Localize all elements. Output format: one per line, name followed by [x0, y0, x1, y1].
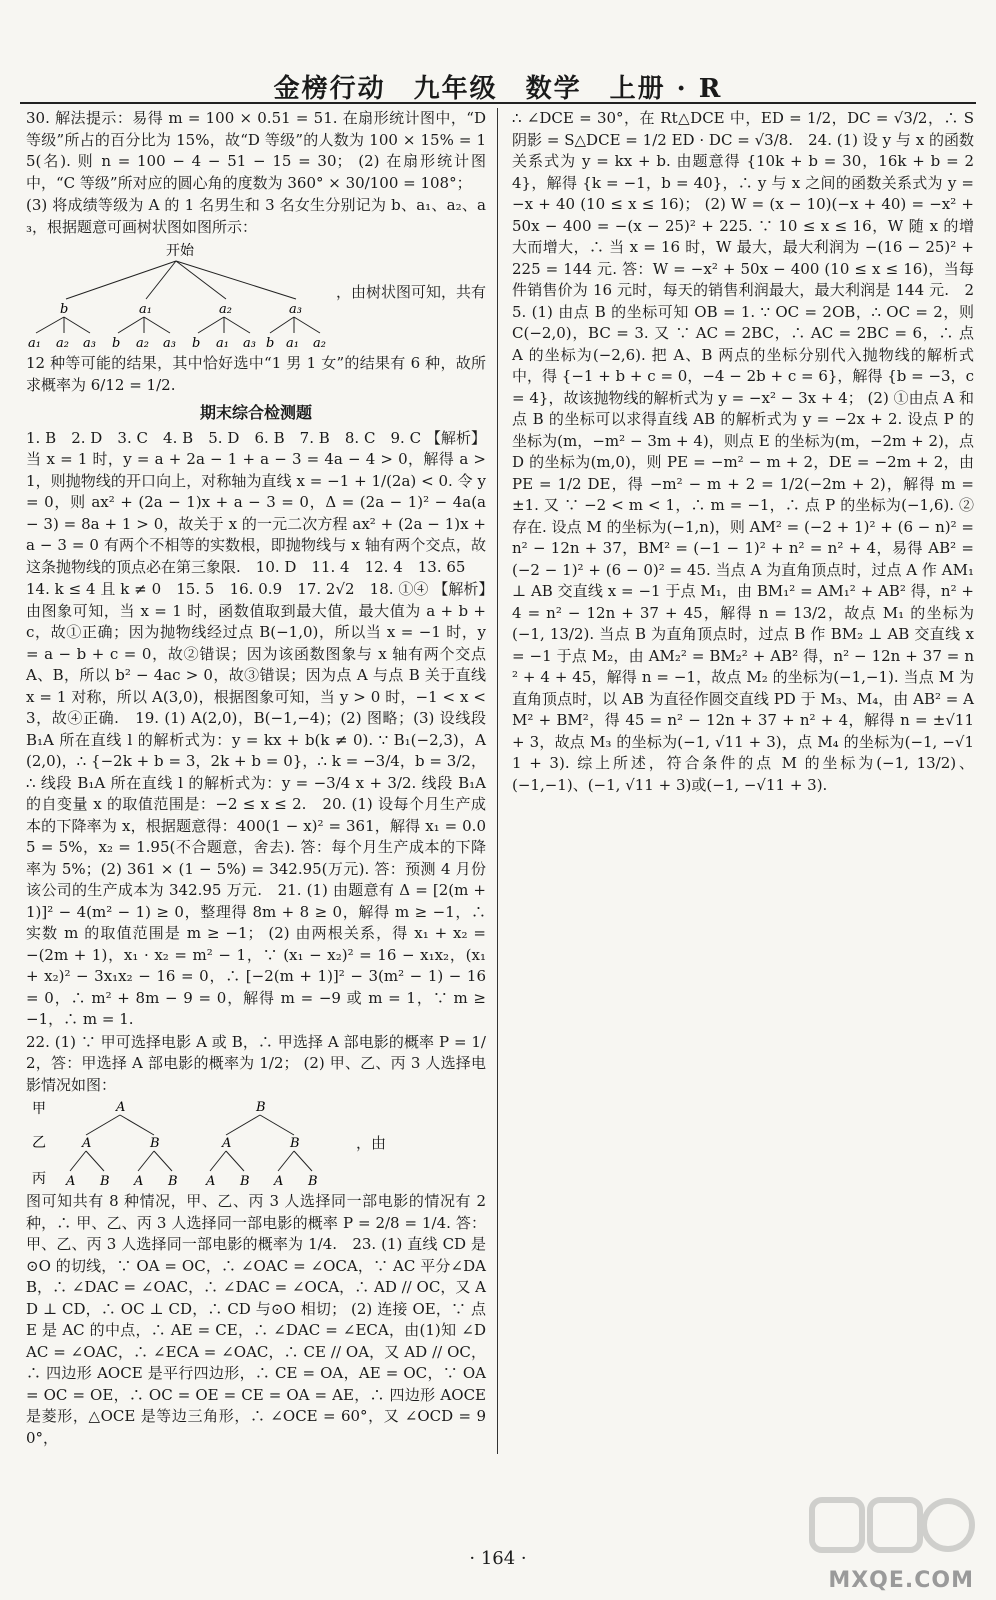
svg-text:A: A [222, 1136, 232, 1151]
tree1-node-a1: a₁ [138, 301, 152, 317]
column-divider [497, 108, 498, 1454]
tree1-edge [66, 261, 176, 299]
watermark-text: MXQE.COM [828, 1568, 974, 1593]
page-header-title: 金榜行动 九年级 数学 上册 · R [273, 74, 723, 104]
tree2-note: ，由 [356, 1134, 387, 1153]
tree1-node-a2: a₂ [218, 301, 232, 317]
tree2-node-B: B [256, 1100, 266, 1115]
svg-text:A: A [206, 1174, 216, 1189]
page-number: · 164 · [469, 1548, 527, 1569]
svg-text:A: A [82, 1136, 92, 1151]
svg-text:A: A [66, 1174, 76, 1189]
svg-text:a₁: a₁ [215, 335, 229, 351]
svg-text:a₁: a₁ [27, 335, 41, 351]
answers-23-25: ∴ ∠DCE = 30°，在 Rt△DCE 中，ED = 1/2，DC = √3/2，∴ S阴影 = S△DCE = 1/2 ED · DC = √3/8. 24. (1) 设 y 与 x 的函数关系式为 y = kx + b. 由题意得 {10k + b = 30，16k + b = 24}，解得 {k = −1，b = 40}，∴ y 与 x 之间的函数关系式为 y = −x + 40 (10 ≤ x ≤ 16)； (2) W = (x − 10)(−x + 40) = −x² + 50x − 400 = −(x − 25)² + 225. ∵ 10 ≤ x ≤ 16，W 随 x 的增大而增大，∴ 当 x = 16 时，W 最大，最大利润为 −(16 − 25)² + 225 = 144 元. 答：W = −x² + 50x − 400 (10 ≤ x ≤ 16)，当每件销售价为 16 元时，每天的销售利润最大，最大利润是 144 元. 25. (1) 由点 B 的坐标可知 OB = 1. ∵ OC = 2OB，∴ OC = 2，则 C(−2,0)，BC = 3. 又 ∵ AC = 2BC，∴ AC = 2BC = 6，∴ 点 A 的坐标为(−2,6). 把 A、B 两点的坐标分别代入抛物线的解析式中，得 {−1 + b + c = 0，−4 − 2b + c = 6}，解得 {b = −3，c = 4}，故该抛物线的解析式为 y = −x² − 3x + 4； (2) ①由点 A 和点 B 的坐标可以求得直线 AB 的解析式为 y = −2x + 2. 设点 P 的坐标为(m，−m² − 3m + 4)，则点 E 的坐标为(m，−2m + 2)，点 D 的坐标为(m,0)，则 PE = −m² − m + 2，DE = −2m + 2，由 PE = 1/2 DE，得 −m² − m + 2 = 1/2(−2m + 2)，解得 m = ±1. 又 ∵ −2 < m < 1，∴ m = −1，∴ 点 P 的坐标为(−1,6). ②存在. 设点 M 的坐标为(−1,n)，则 AM² = (−2 + 1)² + (6 − n)² = n² − 12n + 37，BM² = (−1 − 1)² + n² = n² + 4，易得 AB² = (−2 − 1)² + (6 − 0)² = 45. 当点 A 为直角顶点时，过点 A 作 AM₁ ⊥ AB 交直线 x = −1 于点 M₁，由 BM₁² = AM₁² + AB² 得，n² + 4 = n² − 12n + 37 + 45，解得 n = 13/2，故点 M₁ 的坐标为(−1, 13/2). 当点 B 为直角顶点时，过点 B 作 BM₂ ⊥ AB 交直线 x = −1 于点 M₂，由 AM₂² = BM₂² + AB² 得，n² − 12n + 37 = n² + 4 + 45，解得 n = −1，故点 M₂ 的坐标为(−1,−1). 当点 M 为直角顶点时，以 AB 为直径作圆交直线 PD 于 M₃、M₄，由 AB² = AM² + BM²，得 45 = n² − 12n + 37 + n² + 4，解得 n = ±√11 + 3，故点 M₃ 的坐标为(−1, √11 + 3)，点 M₄ 的坐标为(−1, −√11 + 3). 综上所述，符合条件的点 M 的坐标为(−1, 13/2)、(−1,−1)、(−1, √11 + 3)或(−1, −√11 + 3). [512, 109, 974, 794]
svg-text:b: b [111, 335, 121, 351]
svg-text:A: A [134, 1174, 144, 1189]
right-column [512, 108, 974, 797]
answer-30-part1: 30. 解法提示：易得 m = 100 × 0.51 = 51. 在扇形统计图中，“D 等级”所占的百分比为 15%，故“D 等级”的人数为 100 × 15% = 15(名). 则 n = 100 − 4 − 51 − 15 = 30； (2) 在扇形统计图中，“C 等级”所对应的圆心角的度数为 360° × 30/100 = 108°； [26, 109, 486, 192]
answers-14-21: 14. k ≤ 4 且 k ≠ 0 15. 5 16. 0.9 17. 2√2 18. ①④ 【解析】由图象可知，当 x = 1 时，函数值取到最大值，最大值为 a + b + c，故①正确；因为抛物线经过点 B(−1,0)，所以当 x = −1 时，y = a − b + c = 0，故②错误；因为该函数图象与 x 轴有两个交点 A、B，所以 b² − 4ac > 0，故③错误；因为点 A 与点 B 关于直线 x = 1 对称，所以 A(3,0)，根据图象可知，当 y > 0 时，−1 < x < 3，故④正确. 19. (1) A(2,0)，B(−1,−4)；(2) 图略；(3) 设线段 B₁A 所在直线 l 的解析式为：y = kx + b(k ≠ 0). ∵ B₁(−2,3)，A(2,0)，∴ {−2k + b = 3，2k + b = 0}，∴ k = −3/4，b = 3/2，∴ 线段 B₁A 所在直线 l 的解析式为：y = −3/4 x + 3/2. 线段 B₁A 的自变量 x 的取值范围是：−2 ≤ x ≤ 2. 20. (1) 设每个月生产成本的下降率为 x，根据题意得：400(1 − x)² = 361，解得 x₁ = 0.05 = 5%，x₂ = 1.95(不合题意，舍去). 答：每个月生产成本的下降率为 5%；(2) 361 × (1 − 5%) = 342.95(万元). 答：预测 4 月份该公司的生产成本为 342.95 万元. 21. (1) 由题意有 Δ = [2(m + 1)]² − 4(m² − 1) ≥ 0，整理得 8m + 8 ≥ 0，解得 m ≥ −1，∴ 实数 m 的取值范围是 m ≥ −1； (2) 由两根关系，得 x₁ + x₂ = −(2m + 1)，x₁ · x₂ = m² − 1，∵ (x₁ − x₂)² = 16 − x₁x₂，(x₁ + x₂)² − 3x₁x₂ − 16 = 0，∴ [−2(m + 1)]² − 3(m² − 1) − 16 = 0，∴ m² + 8m − 9 = 0，解得 m = −9 或 m = 1，∵ m ≥ −1，∴ m = 1. [26, 580, 486, 1028]
svg-text:B: B [308, 1174, 318, 1189]
tree-diagram-1 [26, 241, 336, 351]
tree1-note: ，由树状图可知，共有 [335, 282, 486, 301]
svg-text:a₃: a₃ [242, 335, 256, 351]
tree1-edge [176, 261, 296, 299]
svg-text:a₂: a₂ [312, 335, 326, 351]
tree2-level-bing: 丙 [32, 1171, 46, 1187]
svg-text:A: A [274, 1174, 284, 1189]
svg-text:a₂: a₂ [135, 335, 149, 351]
answers-1-13: 1. B 2. D 3. C 4. B 5. D 6. B 7. B 8. C 9. C 【解析】当 x = 1 时，y = a + 2a − 1 + a − 3 = 4a − 4 > 0，解得 a > 1，则抛物线的开口向上，对称轴为直线 x = −1 + 1/(2a) < 0. 令 y = 0，则 ax² + (2a − 1)x + a − 3 = 0，Δ = (2a − 1)² − 4a(a − 3) = 8a + 1 > 0，故关于 x 的一元二次方程 ax² + (2a − 1)x + a − 3 = 0 有两个不相等的实数根，即抛物线与 x 轴有两个交点，故这条抛物线的顶点必在第三象限. 10. D 11. 4 12. 4 13. 65 [26, 428, 486, 576]
tree-diagram-2-row [26, 1097, 486, 1191]
tree-diagram-2 [26, 1099, 356, 1189]
tree1-edge [176, 261, 226, 299]
tree-diagram-1-row [26, 239, 486, 353]
header-rule [20, 102, 976, 104]
left-column [26, 108, 486, 1450]
svg-text:a₃: a₃ [82, 335, 96, 351]
svg-text:a₂: a₂ [55, 335, 69, 351]
answer-22-part1: 22. (1) ∵ 甲可选择电影 A 或 B，∴ 甲选择 A 部电影的概率 P = 1/2，答：甲选择 A 部电影的概率为 1/2； (2) 甲、乙、丙 3 人选择电影情况如图： [26, 1032, 486, 1094]
svg-text:a₃: a₃ [162, 335, 176, 351]
answer-30-part2: (3) 将成绩等级为 A 的 1 名男生和 3 名女生分别记为 b、a₁、a₂、a₃，根据题意可画树状图如图所示： [26, 196, 486, 236]
svg-text:B: B [240, 1174, 250, 1189]
svg-text:b: b [265, 335, 275, 351]
svg-text:a₁: a₁ [285, 335, 299, 351]
answer-22-23: 图可知共有 8 种情况，甲、乙、丙 3 人选择同一部电影的情况有 2 种，∴ 甲、乙、丙 3 人选择同一部电影的概率 P = 2/8 = 1/4. 答：甲、乙、丙 3 人选择同一部电影的概率为 1/4. 23. (1) 直线 CD 是⊙O 的切线，∵ OA = OC，∴ ∠OAC = ∠OCA，∵ AC 平分∠DAB，∴ ∠DAC = ∠OAC，∴ ∠DAC = ∠OCA，∴ AD // OC，又 AD ⊥ CD，∴ OC ⊥ CD，∴ CD 与⊙O 相切； (2) 连接 OE，∵ 点 E 是 AC 的中点，∴ AE = CE，∴ ∠DAC = ∠ECA，由(1)知 ∠DAC = ∠OAC，∴ ∠ECA = ∠OAC，∴ CE // OA，又 AD // OC，∴ 四边形 AOCE 是平行四边形，∴ CE = OA，AE = OC，∵ OA = OC = OE，∴ OC = OE = CE = OA = AE，∴ 四边形 AOCE 是菱形，△OCE 是等边三角形，∴ ∠OCE = 60°，又 ∠OCD = 90°， [26, 1192, 486, 1447]
tree2-level-yi: 乙 [32, 1135, 46, 1151]
tree1-node-a3: a₃ [288, 301, 302, 317]
answer-30-part3: 12 种等可能的结果，其中恰好选中“1 男 1 女”的结果有 6 种，故所求概率为 6/12 = 1/2. [26, 354, 486, 394]
svg-text:b: b [191, 335, 201, 351]
svg-text:B: B [100, 1174, 110, 1189]
tree2-level-jia: 甲 [32, 1101, 46, 1117]
tree1-node-b: b [59, 301, 69, 317]
tree1-root-label: 开始 [165, 243, 194, 260]
section-title: 期末综合检测题 [199, 403, 312, 422]
svg-text:B: B [290, 1136, 300, 1151]
svg-text:B: B [150, 1136, 160, 1151]
tree2-node-A: A [116, 1100, 126, 1115]
svg-text:B: B [168, 1174, 178, 1189]
